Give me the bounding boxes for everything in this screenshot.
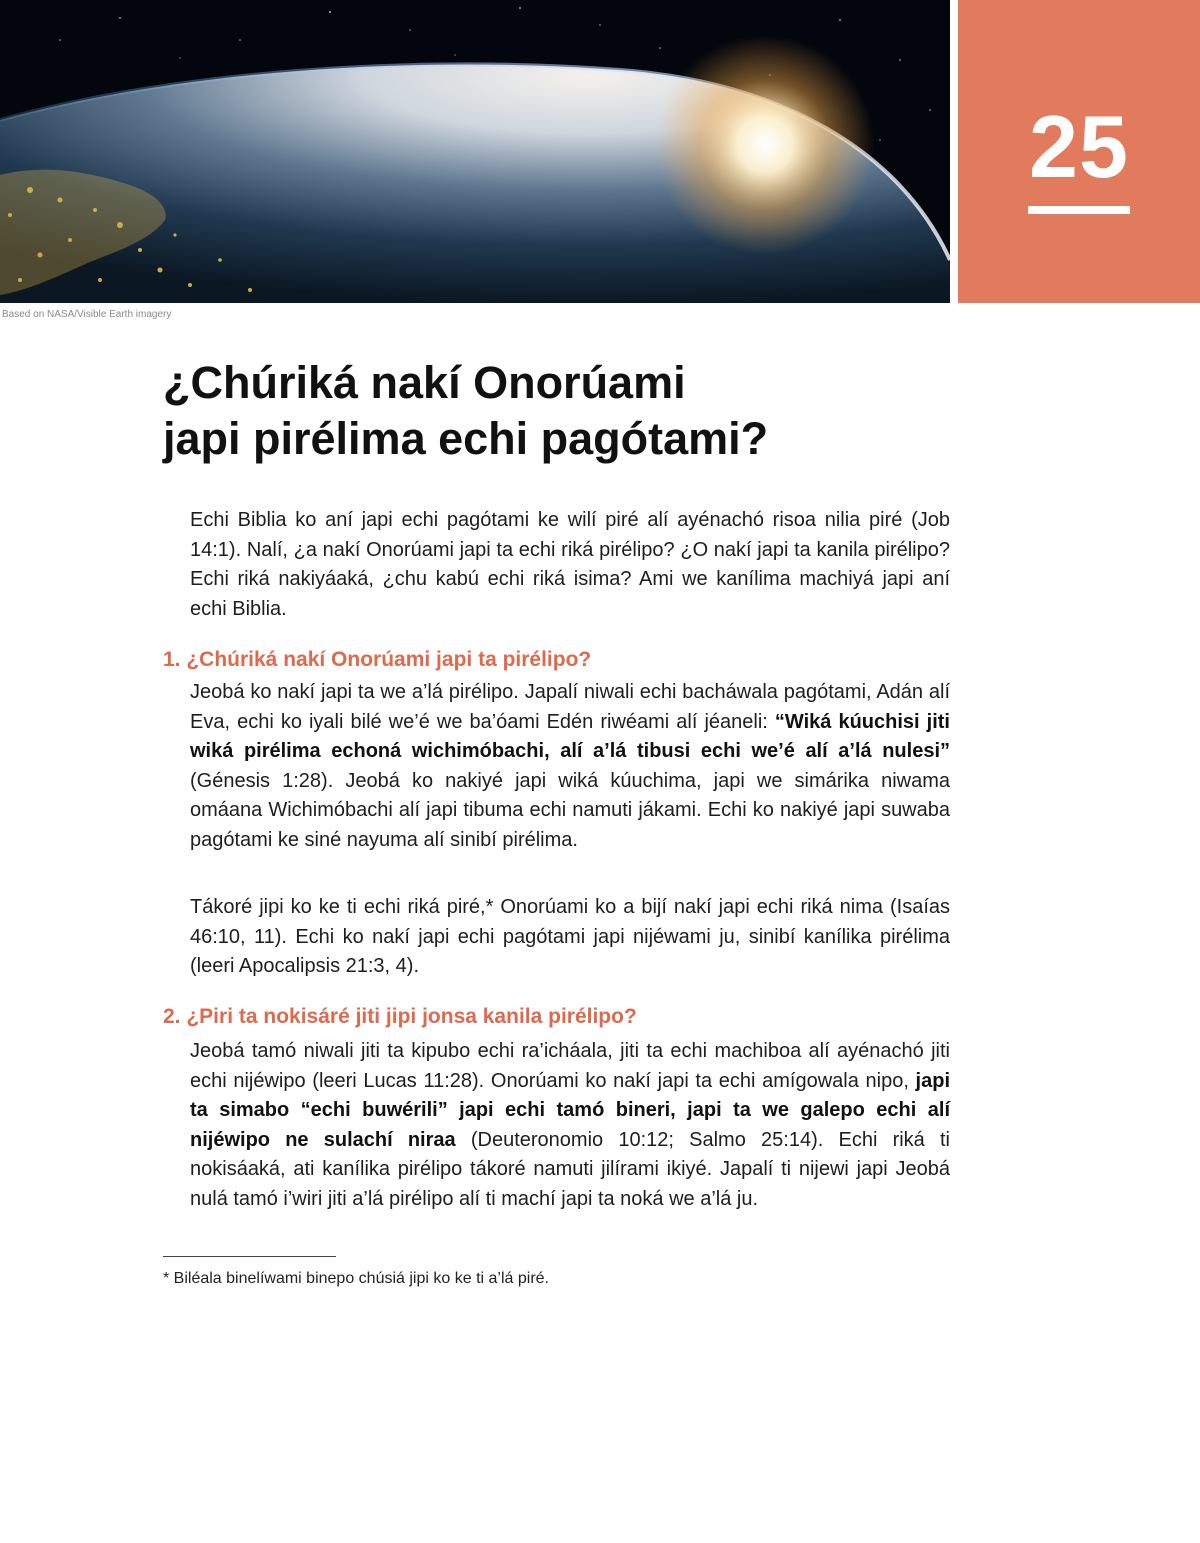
section1-p1-bold-quote: “Wiká kúuchisi jiti wiká pirélima echoná wichimóbachi, alí a’lá tibusi echi we’é alí a’lá nulesi”	[190, 710, 950, 762]
page-title-line1: ¿Chúriká nakí Onorúami	[163, 357, 686, 408]
image-credit: Based on NASA/Visible Earth imagery	[2, 309, 172, 320]
page-title-line2: japi pirélima echi pagótami?	[163, 413, 769, 464]
footnote: * Biléala binelíwami binepo chúsiá jipi ko ke ti a’lá piré.	[163, 1270, 549, 1287]
section2-paragraph1	[190, 1037, 950, 1214]
section1-heading: 1. ¿Chúriká nakí Onorúami japi ta pirélipo?	[163, 648, 592, 671]
chapter-number-box	[958, 0, 1200, 303]
section1-paragraph2: Tákoré jipi ko ke ti echi riká piré,* Onorúami ko a bijí nakí japi echi riká nima (Isaías 46:10, 11). Echi ko nakí japi echi pagótami japi nijéwami ju, sinibí kanílika pirélima (leeri Apocalipsis 21:3, 4).	[190, 896, 950, 977]
page-title	[163, 355, 963, 467]
chapter-rule	[1028, 206, 1130, 214]
section1-paragraph1	[190, 678, 950, 855]
section2-p1-text-before: Jeobá tamó niwali jiti ta kipubo echi ra’icháala, jiti ta echi machiboa alí ayénachó jiti echi nijéwipo (leeri Lucas 11:28). Onorúami ko nakí japi ta echi amígowala nipo,	[190, 1040, 950, 1092]
intro-paragraph: Echi Biblia ko aní japi echi pagótami ke wilí piré alí ayénachó risoa nilia piré (Job 14:1). Nalí, ¿a nakí Onorúami japi ta echi riká pirélipo? ¿O nakí japi ta kanila pirélipo? Echi riká nakiyáaká, ¿chu kabú echi riká isima? Ami we kanílima machiyá japi aní echi Biblia.	[190, 509, 950, 620]
earth-from-space-image	[0, 0, 950, 303]
chapter-number: 25	[1029, 97, 1129, 196]
section1-p1-text-after: (Génesis 1:28). Jeobá ko nakiyé japi wiká kúuchima, japi we simárika niwama omáana Wichimóbachi alí japi tibuma echi namuti jákami. Echi ko nakiyé japi suwaba pagótami ke siné nayuma alí sinibí pirélima.	[190, 769, 950, 851]
section2-p1-text-after: (Deuteronomio 10:12; Salmo 25:14). Echi riká ti nokisáaká, ati kanílika pirélipo tákoré namuti jilírami ikiyé. Japalí ti nijewi japi Jeobá nulá tamó i’wiri jiti a’lá pirélipo alí ti machí japi ta noká we a’lá ju.	[190, 1128, 951, 1210]
footnote-divider	[163, 1256, 336, 1257]
section2-p1-bold-text: japi ta simabo “echi buwérili” japi echi tamó bineri, japi ta we galepo echi alí nijéwipo ne sulachí niraa	[190, 1069, 950, 1151]
section2-heading: 2. ¿Piri ta nokisáré jiti jipi jonsa kanila pirélipo?	[163, 1005, 637, 1028]
earth-illustration	[0, 0, 950, 303]
section1-p1-text-before: Jeobá ko nakí japi ta we a’lá pirélipo. Japalí niwali echi bacháwala pagótami, Adán alí Eva, echi ko iyali bilé we’é we ba’óami Edén riwéami alí jéaneli:	[190, 681, 950, 733]
